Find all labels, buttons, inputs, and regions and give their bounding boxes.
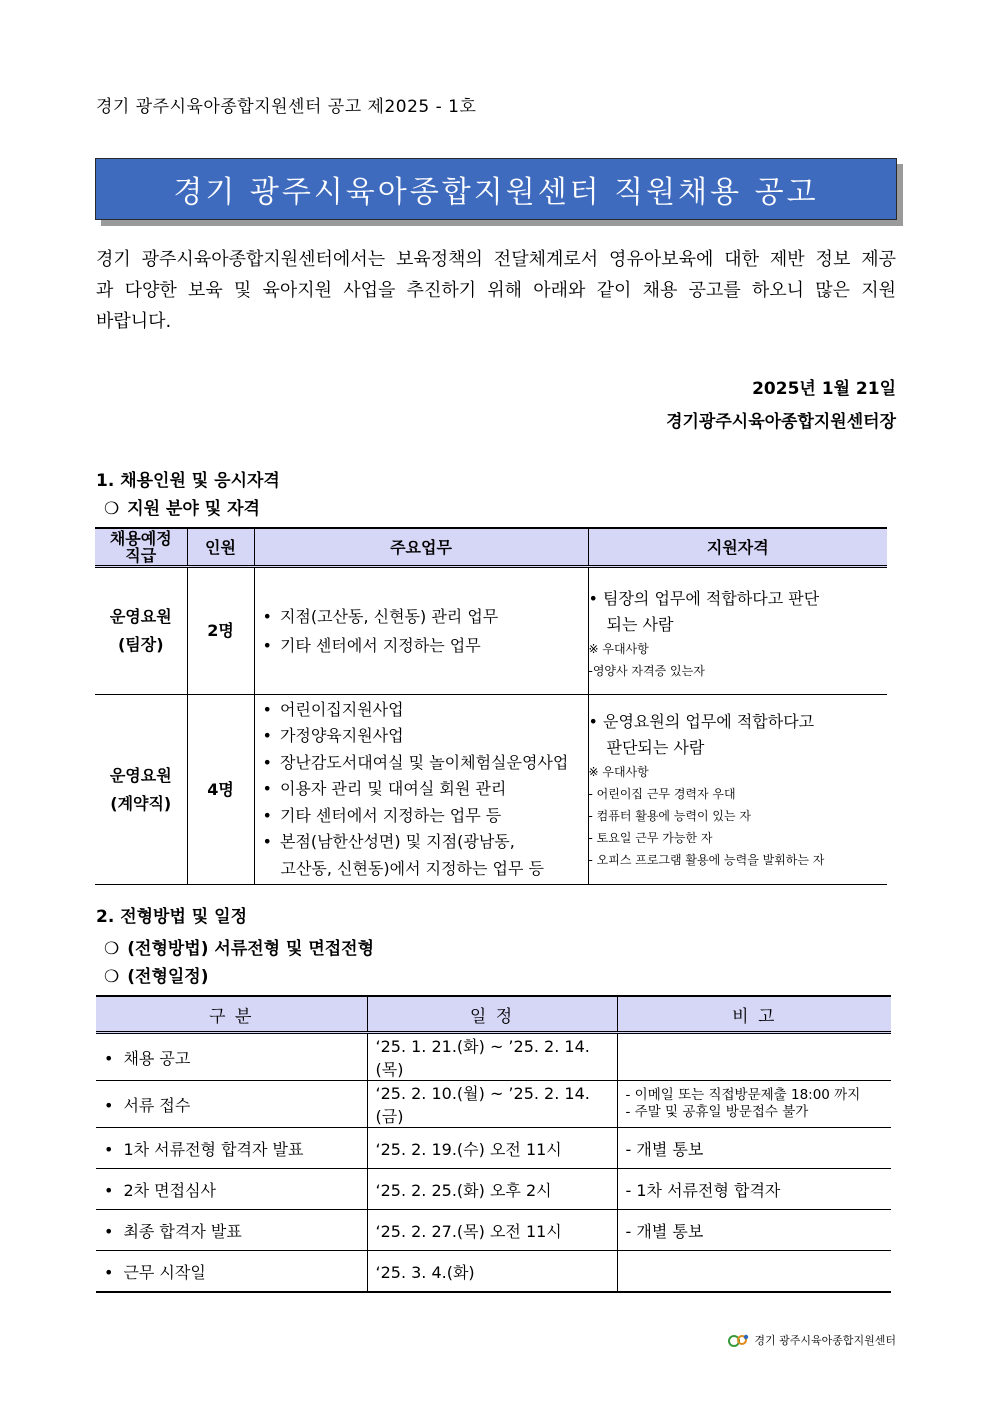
category-cell: • 채용 공고 — [104, 1049, 190, 1068]
note-cell — [617, 1251, 891, 1293]
schedule-cell: ‘25. 3. 4.(화) — [367, 1251, 617, 1293]
footer — [728, 1331, 896, 1349]
position-cell — [95, 695, 187, 885]
qual-pref-item: - 오피스 프로그램 활용에 능력을 발휘하는 자 — [588, 852, 825, 867]
schedule-table — [96, 995, 891, 1293]
category-cell: • 최종 합격자 발표 — [104, 1222, 242, 1241]
notice-date: 2025년 1월 21일 — [752, 379, 896, 399]
qual-pref-item: - 컴퓨터 활용에 능력이 있는 자 — [588, 808, 752, 823]
table-row — [96, 1033, 891, 1081]
table-row — [96, 1169, 891, 1210]
note-cell: - 개별 통보 — [617, 1128, 891, 1169]
intro-paragraph: 경기 광주시육아종합지원센터에서는 보육정책의 전달체계로서 영유아보육에 대한 제반 정보 제공과 다양한 보육 및 육아지원 사업을 추진하기 위해 아래와 같이 채용 공고를 하오니 많은 지원 바랍니다. — [96, 249, 896, 332]
qualification-cell — [588, 567, 887, 695]
duties-list — [255, 602, 588, 660]
count-cell: 2명 — [187, 567, 254, 695]
qual-main-line2: 되는 사람 — [606, 615, 674, 634]
qual-main-line1: • 운영요원의 업무에 적합하다고 — [588, 711, 815, 731]
section1-subheading — [104, 494, 260, 519]
table-header-row — [96, 996, 891, 1033]
table-row — [96, 1251, 891, 1293]
schedule-cell: ‘25. 2. 10.(월) ~ ’25. 2. 14.(금) — [367, 1081, 617, 1128]
position-cell — [95, 567, 187, 695]
list-item: • 기타 센터에서 지정하는 업무 등 — [263, 803, 582, 830]
note-cell: - 개별 통보 — [617, 1210, 891, 1251]
circle-bullet-icon: ❍ — [104, 967, 120, 987]
position-title: 운영요원 — [109, 607, 172, 626]
qualification-cell — [588, 695, 887, 885]
list-item: • 지점(고산동, 신현동) 관리 업무 — [263, 602, 582, 631]
section1-sub-text: 지원 분야 및 자격 — [127, 499, 260, 519]
duties-cell — [254, 567, 588, 695]
col-position — [95, 528, 187, 567]
qual-main-line2: 판단되는 사람 — [606, 737, 705, 757]
list-item: • 장난감도서대여실 및 놀이체험실운영사업 — [263, 750, 582, 777]
position-title: 운영요원 — [109, 765, 172, 785]
footer-org-name: 경기 광주시육아종합지원센터 — [754, 1334, 896, 1347]
schedule-cell: ‘25. 2. 19.(수) 오전 11시 — [367, 1128, 617, 1169]
qual-main-line1: • 팀장의 업무에 적합하다고 판단 — [588, 589, 820, 608]
col-category: 구 분 — [96, 996, 367, 1033]
list-item-continuation: 고산동, 신현동)에서 지정하는 업무 등 — [280, 858, 545, 878]
category-cell: • 1차 서류전형 합격자 발표 — [104, 1140, 303, 1159]
qual-pref-item: - 토요일 근무 가능한 자 — [588, 830, 713, 845]
list-item: • 기타 센터에서 지정하는 업무 — [263, 631, 582, 660]
list-item: • 이용자 관리 및 대여실 회원 관리 — [263, 776, 582, 803]
schedule-cell: ‘25. 2. 25.(화) 오후 2시 — [367, 1169, 617, 1210]
section2-schedule-label — [104, 962, 208, 987]
note-cell — [617, 1081, 891, 1128]
section2-method-text: (전형방법) 서류전형 및 면접전형 — [127, 939, 375, 959]
note-cell — [617, 1033, 891, 1081]
schedule-cell: ‘25. 1. 21.(화) ~ ’25. 2. 14.(목) — [367, 1033, 617, 1081]
table-row — [96, 1210, 891, 1251]
position-subtitle: (팀장) — [117, 635, 164, 654]
category-cell: • 서류 접수 — [104, 1096, 190, 1115]
schedule-cell: ‘25. 2. 27.(목) 오전 11시 — [367, 1210, 617, 1251]
col-position-line1: 채용예정 — [109, 529, 172, 548]
col-duties: 주요업무 — [254, 528, 588, 567]
col-count: 인원 — [187, 528, 254, 567]
title-banner — [95, 158, 903, 226]
center-logo-icon — [728, 1331, 750, 1349]
category-cell: • 2차 면접심사 — [104, 1181, 216, 1200]
qual-pref-label: ※ 우대사항 — [588, 642, 649, 656]
col-position-line2: 직급 — [125, 546, 157, 565]
qual-pref-item: - 어린이집 근무 경력자 우대 — [588, 786, 736, 801]
qual-pref-item: -영양사 자격증 있는자 — [588, 664, 705, 678]
section2-method — [104, 934, 374, 959]
issuer-name: 경기광주시육아종합지원센터장 — [666, 412, 896, 432]
col-note: 비 고 — [617, 996, 891, 1033]
note-line: - 주말 및 공휴일 방문접수 불가 — [625, 1104, 809, 1120]
table-row — [95, 695, 887, 885]
recruitment-table — [95, 527, 887, 885]
duties-list — [255, 697, 588, 883]
circle-bullet-icon: ❍ — [104, 499, 120, 519]
section2-heading: 2. 전형방법 및 일정 — [96, 907, 247, 927]
page-title: 경기 광주시육아종합지원센터 직원채용 공고 — [95, 158, 897, 220]
category-cell: • 근무 시작일 — [104, 1263, 206, 1282]
col-qualification: 지원자격 — [588, 528, 887, 567]
qual-pref-label: ※ 우대사항 — [588, 764, 649, 779]
table-header-row — [95, 528, 887, 567]
note-line: - 이메일 또는 직접방문제출 18:00 까지 — [625, 1087, 861, 1103]
list-item: • 본점(남한산성면) 및 지점(광남동, — [263, 829, 582, 856]
position-subtitle: (계약직) — [110, 793, 172, 813]
notice-number: 경기 광주시육아종합지원센터 공고 제2025 - 1호 — [96, 97, 477, 117]
note-cell: - 1차 서류전형 합격자 — [617, 1169, 891, 1210]
section1-heading: 1. 채용인원 및 응시자격 — [96, 471, 280, 491]
table-row — [96, 1128, 891, 1169]
list-item: • 어린이집지원사업 — [263, 697, 582, 724]
duties-cell — [254, 695, 588, 885]
count-cell: 4명 — [187, 695, 254, 885]
col-schedule: 일 정 — [367, 996, 617, 1033]
list-item: • 가정양육지원사업 — [263, 723, 582, 750]
circle-bullet-icon: ❍ — [104, 939, 120, 959]
table-row — [96, 1081, 891, 1128]
table-row — [95, 567, 887, 695]
section2-schedule-text: (전형일정) — [127, 967, 209, 987]
